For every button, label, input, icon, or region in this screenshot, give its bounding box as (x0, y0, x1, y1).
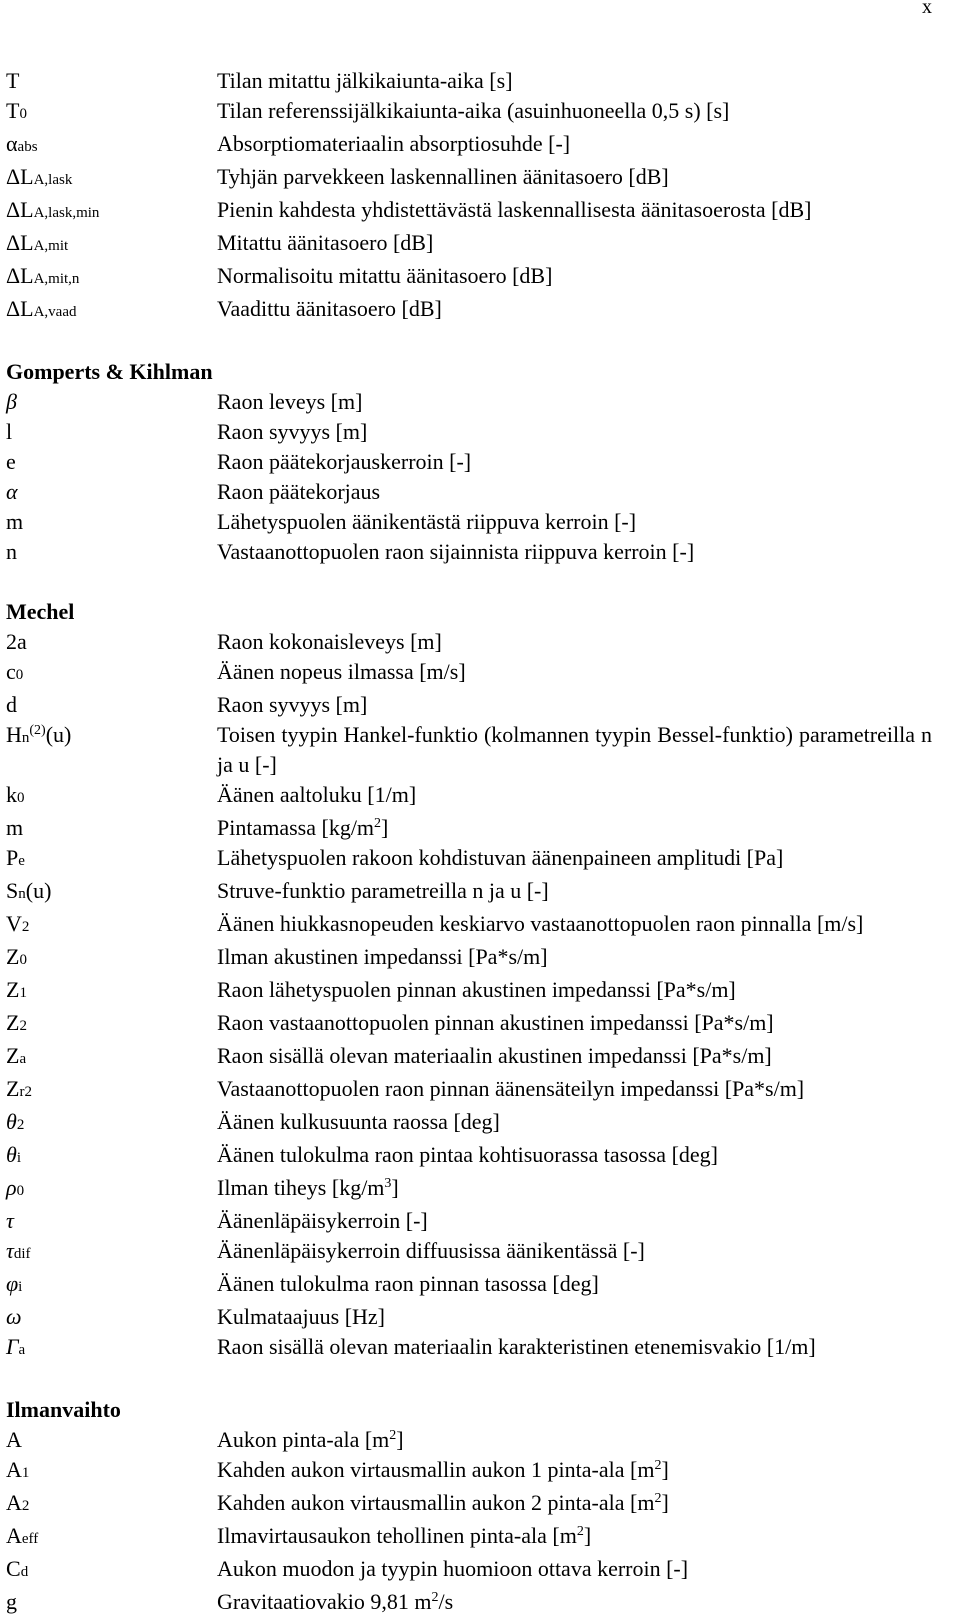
symbol-base: α (6, 479, 18, 504)
symbol-base: T (6, 68, 20, 93)
symbol (6, 720, 217, 753)
symbol-description (217, 1587, 932, 1617)
unit-exponent: 2 (374, 816, 382, 831)
symbol-description (217, 1074, 932, 1104)
symbol-row (6, 876, 932, 909)
symbol (6, 1521, 217, 1554)
symbol-row (6, 417, 932, 447)
symbol (6, 1488, 217, 1521)
symbol-base: τ (6, 1238, 14, 1263)
symbol-description (217, 417, 932, 447)
symbol-base: T (6, 98, 20, 123)
symbol-subscript: 2 (21, 1498, 30, 1514)
symbol-description (217, 195, 932, 225)
symbol-base: c (6, 659, 16, 684)
symbol-row (6, 813, 932, 843)
description-text: Äänen tulokulma raon pinnan tasossa [deg] (217, 1271, 599, 1296)
symbol-description (217, 1041, 932, 1071)
symbol-base: Z (6, 1043, 20, 1068)
symbol-base: A (6, 1490, 22, 1515)
symbol-description (217, 1554, 932, 1584)
symbol (6, 975, 217, 1008)
symbol-subscript: i (18, 1279, 23, 1295)
description-text: Ilman akustinen impedanssi [Pa*s/m] (217, 944, 548, 969)
symbol (6, 129, 217, 162)
symbol (6, 537, 217, 567)
description-text: Mitattu äänitasoero [dB] (217, 230, 434, 255)
symbol (6, 876, 217, 909)
symbol-description (217, 720, 932, 780)
symbol-base: ΔL (6, 263, 34, 288)
description-end: ] (661, 1490, 669, 1515)
symbol (6, 1332, 217, 1365)
symbol-description (217, 909, 932, 939)
description-text: Tilan mitattu jälkikaiunta-aika [s] (217, 68, 513, 93)
unit-exponent: 2 (389, 1428, 397, 1443)
symbol-base: ω (6, 1304, 22, 1329)
gomperts-section (6, 387, 932, 567)
section-heading-gomperts: Gomperts & Kihlman (6, 359, 213, 384)
symbol (6, 1236, 217, 1269)
symbol-row (6, 1269, 932, 1302)
symbol-row (6, 195, 932, 228)
description-text: Aukon pinta-ala [m (217, 1427, 390, 1452)
description-text: Tyhjän parvekkeen laskennallinen äänitasoero [dB] (217, 164, 669, 189)
symbol-description (217, 1488, 932, 1518)
symbol-argument: (u) (25, 878, 52, 903)
symbol-list (6, 66, 932, 1617)
unit-exponent: 2 (576, 1524, 584, 1539)
symbol-base: Z (6, 1010, 20, 1035)
symbol-base: θ (6, 1109, 17, 1134)
symbol-row (6, 129, 932, 162)
symbol-subscript: 0 (17, 790, 25, 806)
description-text: Kulmataajuus [Hz] (217, 1304, 385, 1329)
symbol (6, 1302, 217, 1332)
symbol (6, 1173, 217, 1206)
symbol-row (6, 261, 932, 294)
symbol-row (6, 477, 932, 507)
description-end: ] (583, 1523, 592, 1548)
symbol-subscript: A,mit (33, 238, 69, 254)
symbol-row (6, 447, 932, 477)
symbol (6, 66, 217, 96)
symbol-row (6, 1425, 932, 1455)
unit-exponent: 2 (654, 1458, 662, 1473)
symbol-row (6, 387, 932, 417)
description-text: Lähetyspuolen rakoon kohdistuvan äänenpaineen amplitudi [Pa] (217, 845, 784, 870)
symbol-base: ΔL (6, 230, 34, 255)
description-text: Äänen hiukkasnopeuden keskiarvo vastaanottopuolen raon pinnalla [m/s] (217, 911, 864, 936)
symbol-description (217, 1206, 932, 1236)
symbol-base: k (6, 782, 17, 807)
symbol-row (6, 1107, 932, 1140)
symbol-description (217, 96, 932, 126)
symbol-row (6, 1008, 932, 1041)
description-text: Lähetyspuolen äänikentästä riippuva kerroin [-] (217, 509, 637, 534)
symbol-subscript: r2 (19, 1084, 32, 1100)
symbol (6, 1587, 217, 1617)
symbol-subscript: n (21, 730, 30, 746)
description-text: Toisen tyypin Hankel-funktio (kolmannen tyypin Bessel-funktio) parametreilla n ja u [-] (217, 722, 932, 777)
symbol-subscript: 2 (16, 1117, 25, 1133)
symbol-subscript: 0 (19, 106, 27, 122)
symbol-row (6, 780, 932, 813)
symbol-description (217, 843, 932, 873)
symbol (6, 813, 217, 843)
symbol-row (6, 720, 932, 780)
symbol-row (6, 843, 932, 876)
symbol-description (217, 876, 932, 906)
symbol-subscript: A,vaad (33, 304, 77, 320)
description-text: Raon päätekorjaus (217, 479, 381, 504)
description-text: Aukon muodon ja tyypin huomioon ottava kerroin [-] (217, 1556, 689, 1581)
symbol-row (6, 1488, 932, 1521)
symbol-description (217, 477, 932, 507)
symbol-subscript: d (20, 1564, 29, 1580)
symbol-subscript: eff (21, 1531, 39, 1547)
description-text: Vastaanottopuolen raon sijainnista riippuva kerroin [-] (217, 539, 695, 564)
symbol (6, 942, 217, 975)
symbol-subscript: A,lask,min (33, 205, 100, 221)
symbol-description (217, 507, 932, 537)
symbol (6, 1041, 217, 1074)
symbol (6, 843, 217, 876)
symbol-subscript: 0 (15, 667, 24, 683)
description-text: Absorptiomateriaalin absorptiosuhde [-] (217, 131, 571, 156)
description-text: Vastaanottopuolen raon pinnan äänensäteilyn impedanssi [Pa*s/m] (217, 1076, 805, 1101)
symbol-base: Z (6, 1076, 20, 1101)
description-text: Äänenläpäisykerroin [-] (217, 1208, 428, 1233)
symbol-subscript: dif (13, 1246, 31, 1262)
symbol-base: g (6, 1589, 17, 1614)
description-text: Äänenläpäisykerroin diffuusissa äänikentässä [-] (217, 1238, 645, 1263)
symbol-description (217, 387, 932, 417)
symbol-subscript: 0 (16, 1183, 25, 1199)
symbol-base: n (6, 539, 17, 564)
section-gap (6, 567, 932, 597)
symbol-base: V (6, 911, 22, 936)
symbol (6, 447, 217, 477)
description-text: Gravitaatiovakio 9,81 m (217, 1589, 432, 1614)
symbol (6, 1455, 217, 1488)
symbol-description (217, 261, 932, 291)
description-text: Vaadittu äänitasoero [dB] (217, 296, 442, 321)
symbol-row (6, 507, 932, 537)
section-gap (6, 1365, 932, 1395)
symbol (6, 690, 217, 720)
symbol-row (6, 975, 932, 1008)
symbol-description (217, 627, 932, 657)
symbol-description (217, 1302, 932, 1332)
symbol-subscript: a (18, 1342, 26, 1358)
section-gap (6, 327, 932, 357)
symbol-description (217, 1107, 932, 1137)
description-end: /s (438, 1589, 454, 1614)
mechel-section (6, 627, 932, 1365)
description-text: Äänen kulkusuunta raossa [deg] (217, 1109, 500, 1134)
symbol-row (6, 228, 932, 261)
symbol-description (217, 129, 932, 159)
symbol-base: β (6, 389, 17, 414)
description-text: Kahden aukon virtausmallin aukon 2 pinta-ala [m (217, 1490, 655, 1515)
symbol-base: ρ (6, 1175, 17, 1200)
description-text: Raon lähetyspuolen pinnan akustinen impedanssi [Pa*s/m] (217, 977, 736, 1002)
symbol-base: Γ (6, 1334, 19, 1359)
symbol-subscript: 2 (21, 919, 30, 935)
symbol-base: H (6, 722, 22, 747)
symbol-description (217, 780, 932, 810)
page-marker: x (922, 0, 932, 18)
symbol-base: m (6, 815, 24, 840)
description-text: Raon syvyys [m] (217, 692, 368, 717)
symbol-row (6, 1455, 932, 1488)
symbol (6, 228, 217, 261)
symbol (6, 387, 217, 417)
symbol-row (6, 1173, 932, 1206)
symbol-description (217, 942, 932, 972)
description-text: Pintamassa [kg/m (217, 815, 375, 840)
section-heading-mechel: Mechel (6, 599, 75, 624)
symbol-base: ΔL (6, 164, 34, 189)
symbol (6, 1269, 217, 1302)
symbol-description (217, 447, 932, 477)
description-text: Raon kokonaisleveys [m] (217, 629, 442, 654)
symbol-row (6, 627, 932, 657)
description-text: Raon sisällä olevan materiaalin akustinen impedanssi [Pa*s/m] (217, 1043, 772, 1068)
symbol-base: ΔL (6, 197, 34, 222)
symbol-subscript: n (18, 886, 26, 902)
symbol-description (217, 975, 932, 1005)
symbol-subscript: 1 (21, 1465, 30, 1481)
symbol-row (6, 1521, 932, 1554)
symbol-row (6, 1554, 932, 1587)
symbol-description (217, 1425, 932, 1455)
description-text: Raon päätekorjauskerroin [-] (217, 449, 472, 474)
symbol-base: 2a (6, 629, 27, 654)
symbol (6, 1074, 217, 1107)
symbol-description (217, 162, 932, 192)
symbol (6, 627, 217, 657)
symbol (6, 417, 217, 447)
symbol-subscript: 1 (19, 985, 27, 1001)
description-end: ] (391, 1175, 399, 1200)
symbol-base: θ (6, 1142, 17, 1167)
symbol (6, 1554, 217, 1587)
symbol-row (6, 294, 932, 327)
description-text: Pienin kahdesta yhdistettävästä laskennallisesta äänitasoerosta [dB] (217, 197, 812, 222)
symbol-description (217, 1140, 932, 1170)
symbol-base: C (6, 1556, 21, 1581)
description-text: Tilan referenssijälkikaiunta-aika (asuinhuoneella 0,5 s) [s] (217, 98, 730, 123)
unit-exponent: 3 (384, 1176, 392, 1191)
symbol (6, 909, 217, 942)
symbol-base: A (6, 1457, 22, 1482)
description-text: Raon vastaanottopuolen pinnan akustinen impedanssi [Pa*s/m] (217, 1010, 774, 1035)
description-text: Äänen nopeus ilmassa [m/s] (217, 659, 466, 684)
symbol-subscript: 2 (19, 1018, 27, 1034)
symbol-base: e (6, 449, 16, 474)
symbol-base: d (6, 692, 17, 717)
symbol-description (217, 690, 932, 720)
symbol-description (217, 1521, 932, 1551)
symbol-superscript: (2) (29, 723, 46, 738)
symbol-description (217, 1332, 932, 1362)
symbol-description (217, 1269, 932, 1299)
symbol-subscript: abs (17, 139, 38, 155)
symbol (6, 1107, 217, 1140)
symbol-description (217, 537, 932, 567)
symbol-base: α (6, 131, 18, 156)
symbol-row (6, 657, 932, 690)
symbol (6, 507, 217, 537)
description-text: Kahden aukon virtausmallin aukon 1 pinta-ala [m (217, 1457, 655, 1482)
symbol-description (217, 813, 932, 843)
section-heading-ilmanvaihto: Ilmanvaihto (6, 1397, 121, 1422)
symbol-row (6, 96, 932, 129)
symbol-row (6, 1041, 932, 1074)
symbol (6, 96, 217, 129)
symbol-description (217, 1173, 932, 1203)
description-text: Struve-funktio parametreilla n ja u [-] (217, 878, 549, 903)
symbol (6, 162, 217, 195)
symbol-subscript: i (16, 1150, 21, 1166)
description-text: Raon sisällä olevan materiaalin karakteristinen etenemisvakio [1/m] (217, 1334, 816, 1359)
symbol-base: Z (6, 944, 20, 969)
symbol (6, 1206, 217, 1236)
description-end: ] (396, 1427, 404, 1452)
symbol-row (6, 1587, 932, 1617)
unit-exponent: 2 (431, 1590, 439, 1605)
description-text: Ilman tiheys [kg/m (217, 1175, 385, 1200)
symbol (6, 1140, 217, 1173)
symbol-row (6, 690, 932, 720)
symbol-row (6, 66, 932, 96)
symbol-base: m (6, 509, 24, 534)
symbol-description (217, 1236, 932, 1266)
description-text: Normalisoitu mitattu äänitasoero [dB] (217, 263, 553, 288)
ilmanvaihto-section (6, 1425, 932, 1617)
description-text: Raon syvyys [m] (217, 419, 368, 444)
symbol-subscript: e (18, 853, 25, 869)
symbol-row (6, 909, 932, 942)
symbol-row (6, 1236, 932, 1269)
symbol-row (6, 537, 932, 567)
symbol-base: ΔL (6, 296, 34, 321)
symbol (6, 780, 217, 813)
symbol (6, 195, 217, 228)
description-text: Äänen aaltoluku [1/m] (217, 782, 417, 807)
symbol (6, 294, 217, 327)
description-text: Ilmavirtausaukon tehollinen pinta-ala [m (217, 1523, 577, 1548)
symbol-row (6, 942, 932, 975)
symbol-base: l (6, 419, 13, 444)
general-section (6, 66, 932, 327)
symbol-row (6, 1332, 932, 1365)
symbol-argument: (u) (45, 722, 72, 747)
symbol-description (217, 294, 932, 324)
symbol-row (6, 162, 932, 195)
symbol-description (217, 66, 932, 96)
symbol-subscript: A,lask (33, 172, 73, 188)
symbol-base: τ (6, 1208, 14, 1233)
unit-exponent: 2 (654, 1491, 662, 1506)
symbol-base: Z (6, 977, 20, 1002)
symbol-base: φ (6, 1271, 19, 1296)
symbol (6, 1425, 217, 1455)
description-end: ] (661, 1457, 669, 1482)
symbol-description (217, 657, 932, 687)
symbol-description (217, 228, 932, 258)
symbol (6, 657, 217, 690)
description-end: ] (381, 815, 389, 840)
symbol-base: A (6, 1427, 22, 1452)
symbol-base: S (6, 878, 19, 903)
symbol-description (217, 1008, 932, 1038)
symbol-base: A (6, 1523, 22, 1548)
symbol-subscript: a (19, 1051, 27, 1067)
symbol (6, 477, 217, 507)
symbol-row (6, 1074, 932, 1107)
symbol-row (6, 1302, 932, 1332)
symbol-subscript: 0 (19, 952, 27, 968)
symbol (6, 1008, 217, 1041)
symbol-description (217, 1455, 932, 1485)
symbol-row (6, 1206, 932, 1236)
description-text: Äänen tulokulma raon pintaa kohtisuorassa tasossa [deg] (217, 1142, 718, 1167)
symbol-base: P (6, 845, 19, 870)
symbol-row (6, 1140, 932, 1173)
symbol (6, 261, 217, 294)
description-text: Raon leveys [m] (217, 389, 363, 414)
symbol-subscript: A,mit,n (33, 271, 80, 287)
